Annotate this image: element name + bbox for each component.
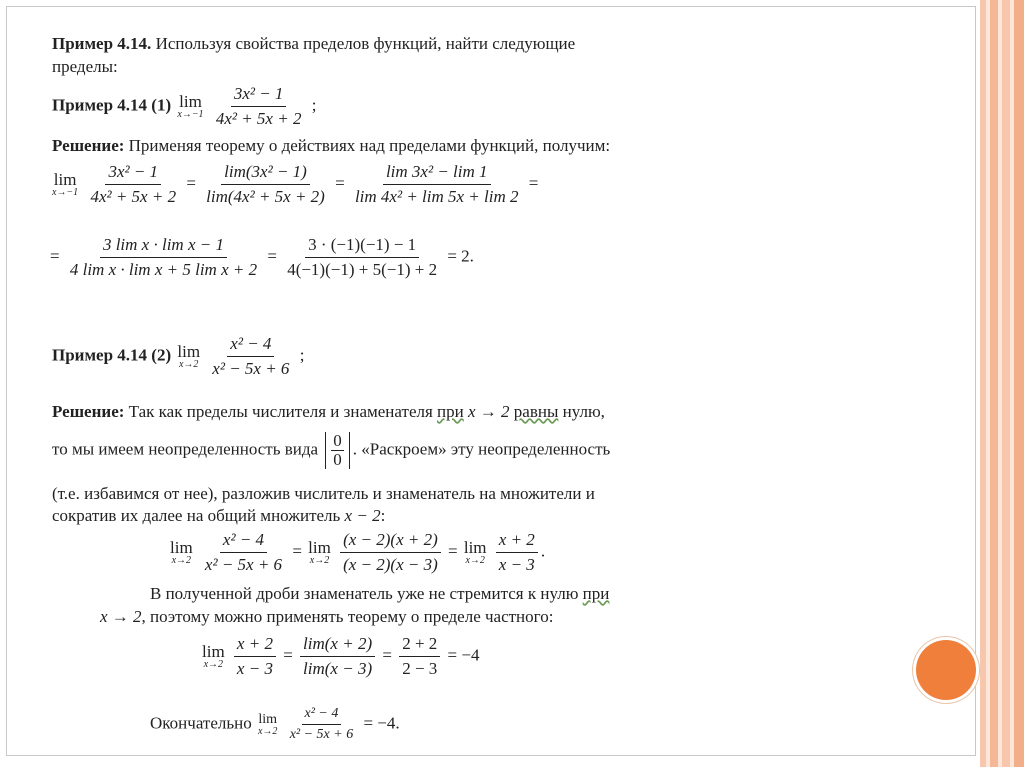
numerator: x² − 4 xyxy=(227,334,274,357)
example-2 xyxy=(52,334,304,379)
numerator: 2 + 2 xyxy=(399,634,440,657)
equals-sign: = xyxy=(382,645,392,665)
equals-sign: = xyxy=(292,541,302,561)
denominator: x² − 5x + 6 xyxy=(204,555,283,574)
period: . xyxy=(540,541,546,561)
math-inline: x → 2 xyxy=(468,402,510,421)
fraction xyxy=(340,530,441,575)
equation-line-1 xyxy=(50,162,538,207)
equals-sign: = xyxy=(50,246,60,266)
solution-2-line-4 xyxy=(52,506,385,526)
lim-subscript: x→2 xyxy=(257,725,278,737)
numerator: x² − 4 xyxy=(220,530,267,553)
numerator: lim(3x² − 1) xyxy=(221,162,310,185)
fraction xyxy=(399,634,440,679)
equals-sign: = xyxy=(335,173,345,193)
numerator: x + 2 xyxy=(496,530,538,553)
limit-operator: lim x→2 xyxy=(463,538,487,566)
solution-label: Решение: xyxy=(52,402,125,421)
final-label: Окончательно xyxy=(150,713,252,733)
solution-2-line-2 xyxy=(52,432,610,469)
solution-text: Так как пределы числителя и знаменателя xyxy=(128,402,433,421)
lim-word: lim xyxy=(179,92,202,111)
math-inline: x → 2 xyxy=(100,607,142,626)
limit-operator xyxy=(177,93,203,120)
solution-text: , поэтому можно применять теорему о пределе частного: xyxy=(141,607,554,626)
fraction xyxy=(284,235,440,280)
solution-text: при xyxy=(437,402,464,421)
solution-text: при xyxy=(582,584,610,603)
solution-text: Применяя теорему о действиях над пределами функций, получим: xyxy=(128,136,611,155)
fraction xyxy=(203,162,328,207)
semicolon: ; xyxy=(299,345,305,365)
equals-sign: = xyxy=(528,173,539,193)
example-heading xyxy=(52,34,575,54)
denominator: lim(x − 3) xyxy=(303,659,373,678)
denominator: x² − 5x + 6 xyxy=(289,727,354,742)
equals-sign: = xyxy=(186,173,196,193)
solution-text: равны xyxy=(513,402,559,421)
denominator: 4 lim x · lim x + 5 lim x + 2 xyxy=(69,260,258,279)
fraction xyxy=(234,634,276,679)
numerator: 3x² − 1 xyxy=(105,162,161,185)
equals-sign: = xyxy=(448,541,458,561)
fraction xyxy=(496,530,538,575)
denominator: 4(−1)(−1) + 5(−1) + 2 xyxy=(287,260,438,279)
denominator: (x − 2)(x − 3) xyxy=(343,555,438,574)
denominator: x² − 5x + 6 xyxy=(212,359,290,378)
equation-line-2 xyxy=(50,235,474,280)
numerator: x² − 4 xyxy=(302,706,342,725)
denominator: x − 3 xyxy=(498,555,535,574)
numerator: 0 xyxy=(333,431,342,450)
solution-2-line-6 xyxy=(100,607,553,627)
lim-subscript: x→2 xyxy=(203,659,224,670)
equation-quotient xyxy=(200,634,479,679)
solution-text: то мы имеем неопределенность вида xyxy=(52,439,319,459)
lim-subscript: x→2 xyxy=(178,359,199,370)
limit-operator: lim x→−1 xyxy=(52,170,79,198)
numerator: 3x² − 1 xyxy=(231,84,287,107)
fraction xyxy=(87,162,179,207)
numerator: 3 · (−1)(−1) − 1 xyxy=(305,235,419,258)
numerator: lim 3x² − lim 1 xyxy=(383,162,491,185)
example-2-label: Пример 4.14 (2) xyxy=(52,345,172,365)
equals-sign: = xyxy=(267,246,277,266)
indeterminate-form xyxy=(325,432,350,469)
solution-text: : xyxy=(380,506,386,525)
lim-subscript: x→2 xyxy=(309,555,330,566)
result: = 2. xyxy=(447,246,474,266)
fraction xyxy=(209,334,292,379)
numerator: (x − 2)(x + 2) xyxy=(340,530,441,553)
fraction xyxy=(352,162,522,207)
denominator: lim(4x² + 5x + 2) xyxy=(206,187,325,206)
fraction xyxy=(213,84,305,129)
example-number: Пример 4.14. xyxy=(52,34,152,53)
lim-subscript: x→−1 xyxy=(52,187,79,198)
numerator: x + 2 xyxy=(234,634,276,657)
result: = −4 xyxy=(447,645,480,665)
example-1-label: Пример 4.14 (1) xyxy=(52,95,172,115)
limit-operator: lim x→2 xyxy=(170,538,193,566)
denominator: 4x² + 5x + 2 xyxy=(90,187,177,206)
numerator: 3 lim x · lim x − 1 xyxy=(100,235,227,258)
solution-text: сократив их далее на общий множитель xyxy=(52,506,341,525)
fraction xyxy=(67,235,260,280)
equation-factor xyxy=(168,530,545,575)
denominator: lim 4x² + lim 5x + lim 2 xyxy=(354,187,519,206)
lim-subscript: x→2 xyxy=(465,555,485,566)
heading-text-2: пределы: xyxy=(52,57,118,76)
solution-text: В полученной дроби знаменатель уже не стремится к нулю xyxy=(150,584,579,603)
fraction xyxy=(300,634,375,679)
heading-text: Используя свойства пределов функций, найти следующие xyxy=(155,34,576,53)
solution-text: нулю, xyxy=(562,402,605,421)
solution-2-line-5 xyxy=(150,584,609,604)
fraction xyxy=(202,530,285,575)
equals-sign: = xyxy=(283,645,293,665)
decorative-stripes xyxy=(980,0,1024,767)
lim-subscript: x→−1 xyxy=(177,109,204,120)
denominator: 2 − 3 xyxy=(402,659,438,678)
limit-operator: lim x→2 xyxy=(177,342,201,370)
denominator: 4x² + 5x + 2 xyxy=(215,109,302,128)
solution-text: . «Раскроем» эту неопределенность xyxy=(352,439,611,459)
limit-operator: lim x→2 xyxy=(308,538,331,566)
solution-2-line-3 xyxy=(52,484,595,504)
lim-subscript: x→2 xyxy=(171,555,192,566)
final-answer xyxy=(150,706,400,743)
solution-1-intro xyxy=(52,136,610,156)
solution-label: Решение: xyxy=(52,136,125,155)
numerator: lim(x + 2) xyxy=(300,634,375,657)
example-1 xyxy=(52,84,316,129)
solution-2-line-1 xyxy=(52,402,605,422)
math-inline: x − 2 xyxy=(344,506,381,525)
fraction xyxy=(287,706,357,743)
heading-continuation xyxy=(52,57,118,77)
denominator: x − 3 xyxy=(236,659,273,678)
denominator: 0 xyxy=(333,449,342,469)
semicolon: ; xyxy=(311,95,317,115)
limit-operator: lim x→2 xyxy=(257,711,278,737)
result: = −4. xyxy=(363,713,400,733)
solution-text: (т.е. избавимся от нее), разложив числитель и знаменатель на множители и xyxy=(52,484,595,503)
limit-operator: lim x→2 xyxy=(202,642,225,670)
